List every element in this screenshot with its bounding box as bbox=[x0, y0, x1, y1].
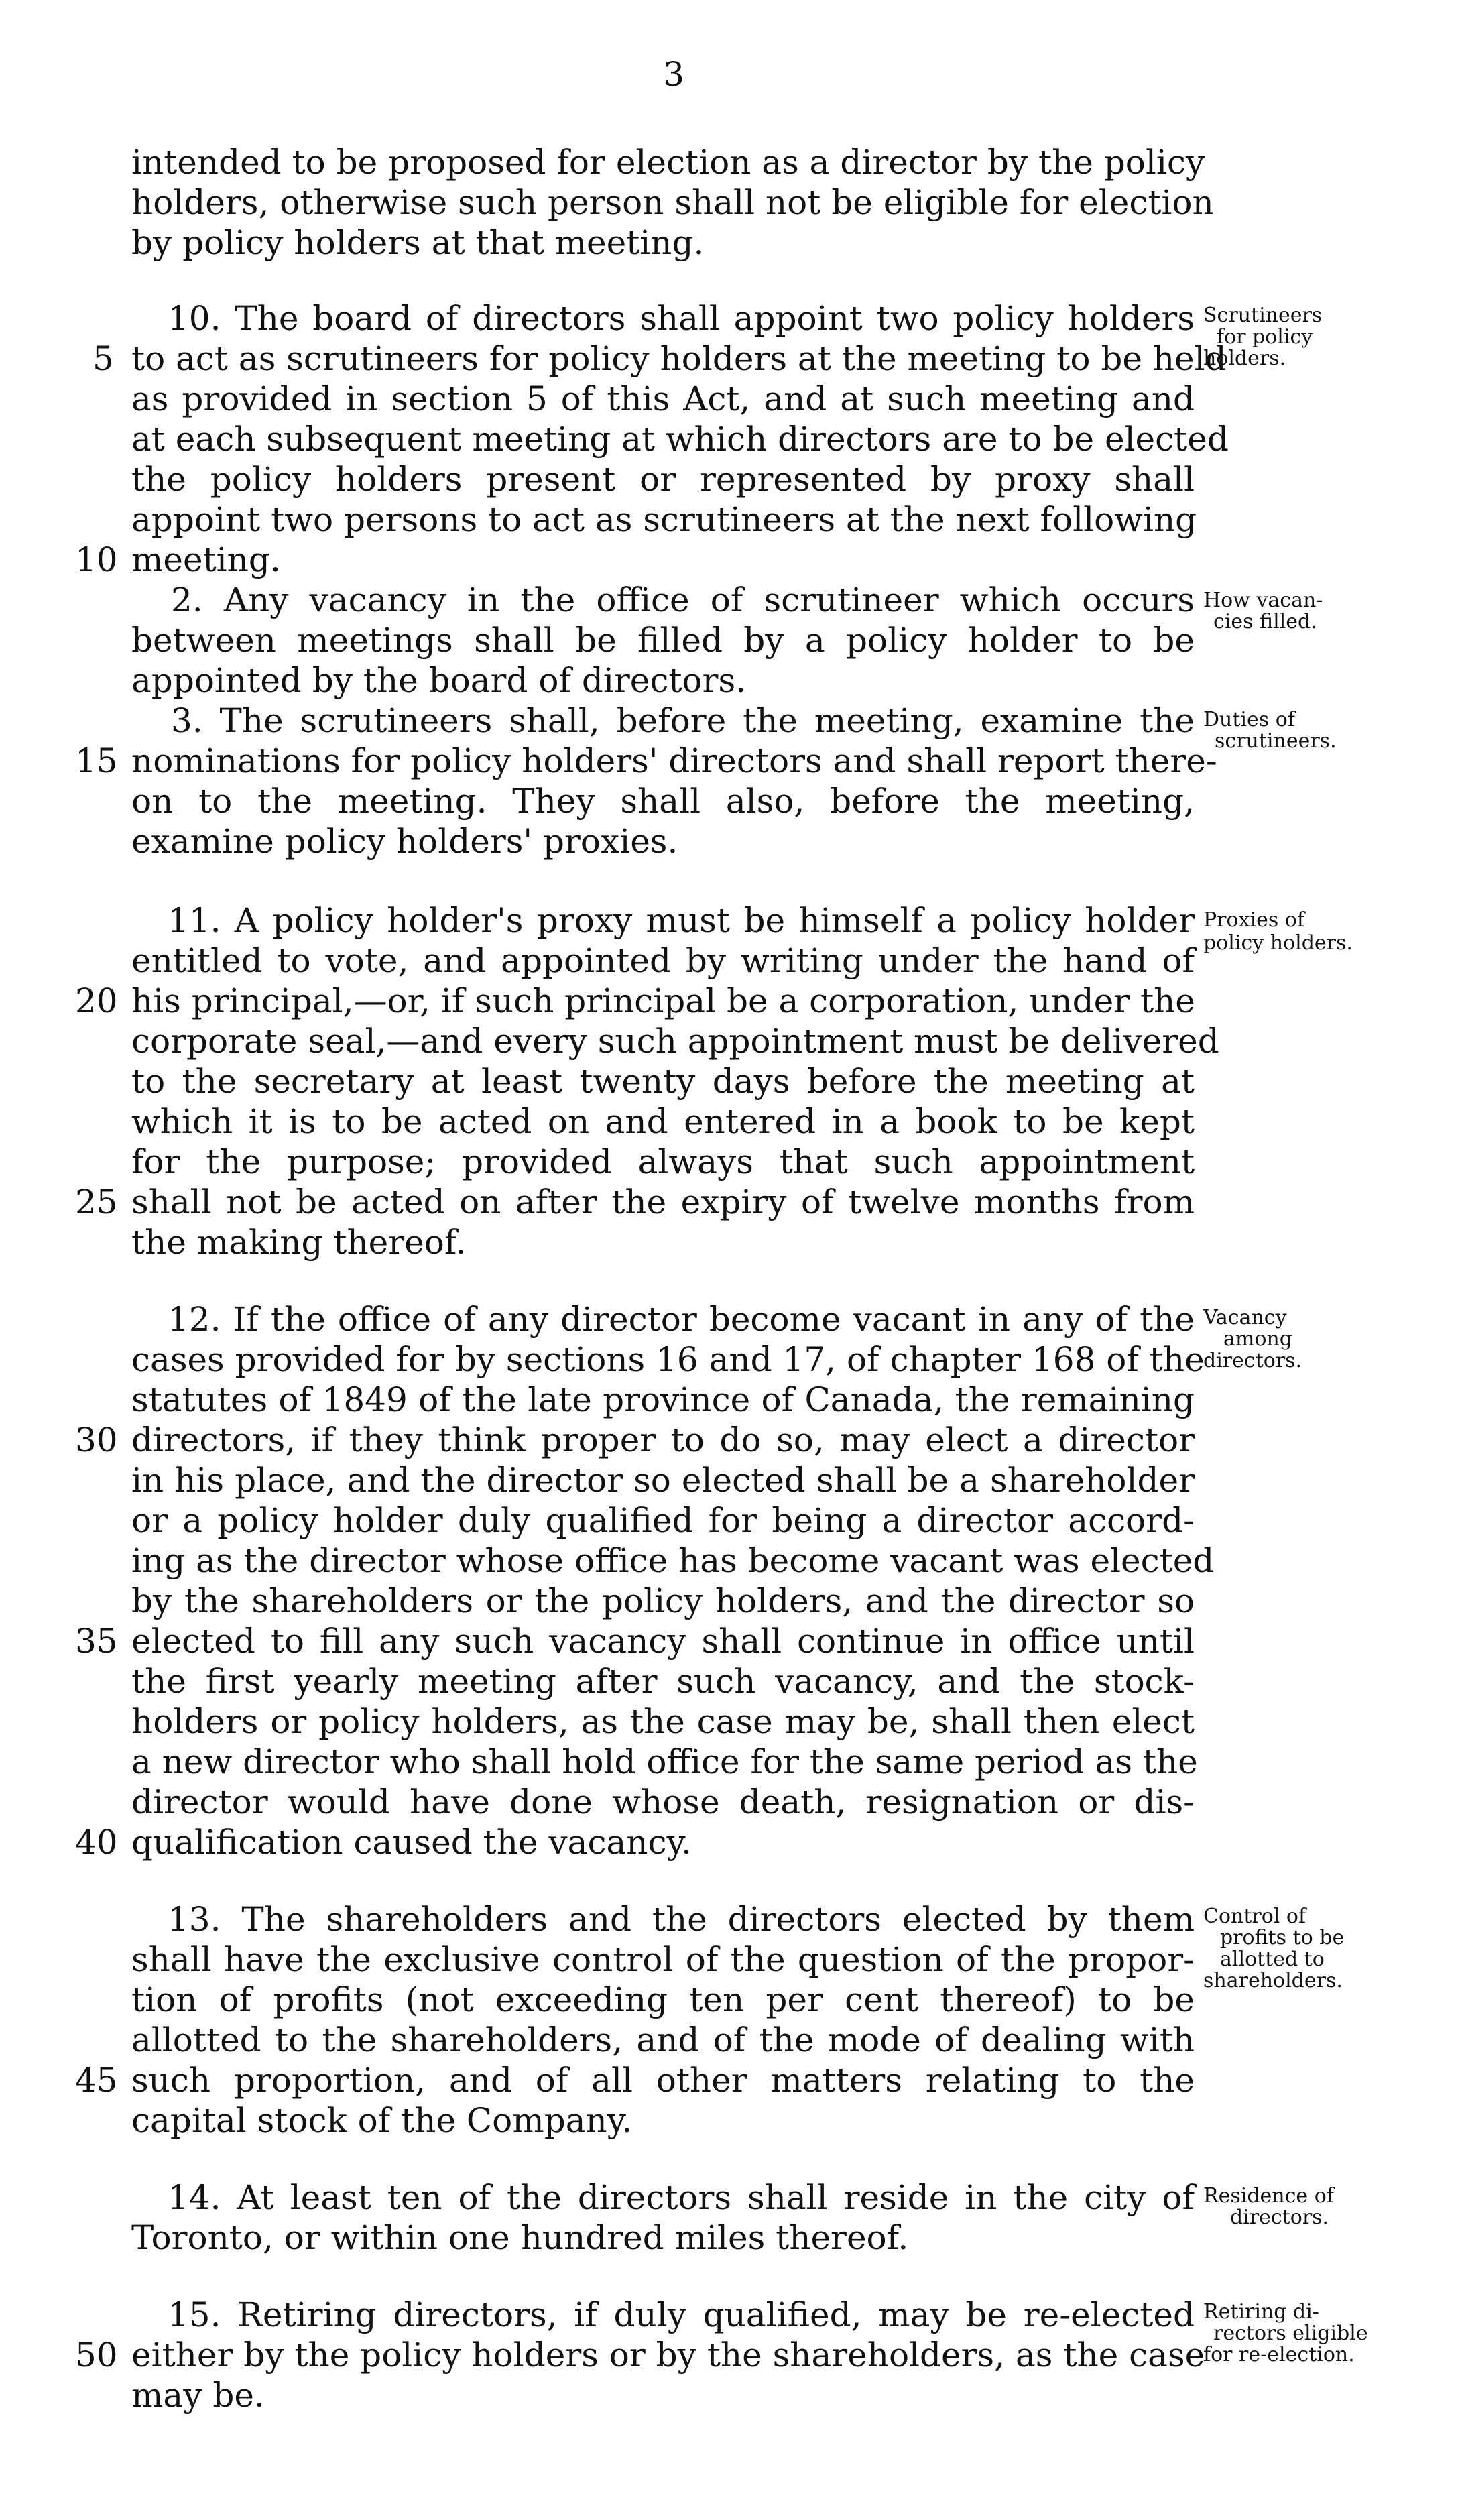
text-line: may be. bbox=[131, 2376, 265, 2415]
text-line: by policy holders at that meeting. bbox=[131, 223, 705, 262]
margin-note: How vacan- bbox=[1203, 589, 1323, 612]
margin-note: Residence of bbox=[1203, 2184, 1334, 2208]
text-line: a new director who shall hold office for the same period as the bbox=[131, 1742, 1198, 1781]
line-number: 35 bbox=[75, 1622, 118, 1661]
text-line: 11. A policy holder's proxy must be himself a policy holder bbox=[168, 901, 1195, 940]
text-line: 3. The scrutineers shall, before the meeting, examine the bbox=[171, 701, 1195, 740]
text-line: his principal,—or, if such principal be a corporation, under the bbox=[131, 981, 1195, 1020]
margin-note: Scrutineers bbox=[1203, 304, 1323, 327]
text-line: by the shareholders or the policy holders, and the director so bbox=[131, 1581, 1195, 1620]
text-line: 13. The shareholders and the directors elected by them bbox=[168, 1900, 1195, 1939]
text-line: either by the policy holders or by the shareholders, as the case bbox=[131, 2336, 1205, 2375]
line-number: 10 bbox=[75, 540, 118, 579]
text-line: to act as scrutineers for policy holders at the meeting to be held bbox=[131, 339, 1227, 378]
margin-note: Vacancy bbox=[1203, 1306, 1287, 1329]
text-line: directors, if they think proper to do so, may elect a director bbox=[131, 1421, 1195, 1459]
line-number: 15 bbox=[75, 741, 118, 780]
line-number: 5 bbox=[93, 339, 114, 378]
text-line: appoint two persons to act as scrutineers at the next following bbox=[131, 500, 1197, 539]
text-line: on to the meeting. They shall also, before the meeting, bbox=[131, 782, 1195, 821]
text-line: cases provided for by sections 16 and 17, of chapter 168 of the bbox=[131, 1340, 1205, 1379]
text-line: appointed by the board of directors. bbox=[131, 661, 746, 700]
line-number: 45 bbox=[75, 2061, 118, 2100]
margin-note: rectors eligible bbox=[1213, 2322, 1368, 2345]
text-line: the policy holders present or represented by proxy shall bbox=[131, 460, 1195, 499]
text-line: elected to fill any such vacancy shall continue in office until bbox=[131, 1622, 1195, 1661]
margin-note: shareholders. bbox=[1203, 1969, 1343, 1992]
text-line: at each subsequent meeting at which directors are to be elected bbox=[131, 420, 1229, 459]
margin-note: Control of bbox=[1203, 1905, 1306, 1928]
text-line: 10. The board of directors shall appoint two policy holders bbox=[168, 299, 1195, 338]
text-line: to the secretary at least twenty days before the meeting at bbox=[131, 1062, 1195, 1101]
text-line: 12. If the office of any director become vacant in any of the bbox=[168, 1300, 1195, 1339]
text-line: as provided in section 5 of this Act, and at such meeting and bbox=[131, 379, 1195, 418]
text-line: statutes of 1849 of the late province of Canada, the remaining bbox=[131, 1380, 1195, 1419]
text-line: examine policy holders' proxies. bbox=[131, 822, 678, 861]
margin-note: policy holders. bbox=[1203, 931, 1353, 955]
text-line: Toronto, or within one hundred miles thereof. bbox=[131, 2218, 909, 2257]
line-number: 40 bbox=[75, 1823, 118, 1862]
text-line: tion of profits (not exceeding ten per cent thereof) to be bbox=[131, 1980, 1195, 2019]
text-line: capital stock of the Company. bbox=[131, 2101, 633, 2140]
page-number: 3 bbox=[663, 55, 684, 94]
margin-note: profits to be bbox=[1220, 1926, 1345, 1949]
text-line: for the purpose; provided always that such appointment bbox=[131, 1142, 1195, 1181]
margin-note: for policy bbox=[1217, 325, 1313, 349]
margin-note: directors. bbox=[1203, 1349, 1302, 1372]
line-number: 20 bbox=[75, 981, 118, 1020]
text-line: such proportion, and of all other matters relating to the bbox=[131, 2061, 1195, 2100]
text-line: meeting. bbox=[131, 540, 281, 579]
text-line: which it is to be acted on and entered in a book to be kept bbox=[131, 1102, 1195, 1141]
text-line: shall have the exclusive control of the question of the propor- bbox=[131, 1940, 1195, 1979]
text-line: holders or policy holders, as the case may be, shall then elect bbox=[131, 1702, 1195, 1741]
text-line: shall not be acted on after the expiry of twelve months from bbox=[131, 1183, 1195, 1221]
text-line: holders, otherwise such person shall not be eligible for election bbox=[131, 183, 1214, 222]
text-line: qualification caused the vacancy. bbox=[131, 1823, 692, 1862]
text-line: director would have done whose death, resignation or dis- bbox=[131, 1783, 1195, 1821]
line-number: 50 bbox=[75, 2336, 118, 2375]
text-line: entitled to vote, and appointed by writing under the hand of bbox=[131, 941, 1195, 980]
text-line: allotted to the shareholders, and of the mode of dealing with bbox=[131, 2021, 1195, 2059]
margin-note: directors. bbox=[1230, 2206, 1329, 2229]
text-line: between meetings shall be filled by a policy holder to be bbox=[131, 621, 1195, 660]
margin-note: Retiring di- bbox=[1203, 2300, 1319, 2324]
margin-note: among bbox=[1223, 1327, 1292, 1351]
line-number: 25 bbox=[75, 1183, 118, 1221]
text-line: corporate seal,—and every such appointment must be delivered bbox=[131, 1022, 1219, 1061]
margin-note: scrutineers. bbox=[1215, 729, 1337, 753]
text-line: in his place, and the director so elected shall be a shareholder bbox=[131, 1461, 1195, 1500]
text-line: nominations for policy holders' directors and shall report there- bbox=[131, 741, 1217, 780]
text-line: 15. Retiring directors, if duly qualified, may be re-elected bbox=[168, 2295, 1195, 2334]
margin-note: cies filled. bbox=[1213, 610, 1317, 634]
text-line: intended to be proposed for election as a director by the policy bbox=[131, 143, 1205, 182]
margin-note: allotted to bbox=[1220, 1947, 1325, 1971]
text-line: or a policy holder duly qualified for being a director accord- bbox=[131, 1501, 1195, 1540]
text-line: ing as the director whose office has become vacant was elected bbox=[131, 1541, 1215, 1580]
margin-note: Duties of bbox=[1203, 708, 1295, 731]
line-number: 30 bbox=[75, 1421, 118, 1459]
margin-note: for re-election. bbox=[1203, 2343, 1355, 2366]
text-line: 14. At least ten of the directors shall reside in the city of bbox=[168, 2178, 1195, 2217]
text-line: the making thereof. bbox=[131, 1223, 467, 1262]
margin-note: holders. bbox=[1203, 347, 1286, 370]
text-line: 2. Any vacancy in the office of scrutineer which occurs bbox=[171, 581, 1195, 619]
margin-note: Proxies of bbox=[1203, 908, 1304, 932]
text-line: the first yearly meeting after such vacancy, and the stock- bbox=[131, 1662, 1195, 1701]
